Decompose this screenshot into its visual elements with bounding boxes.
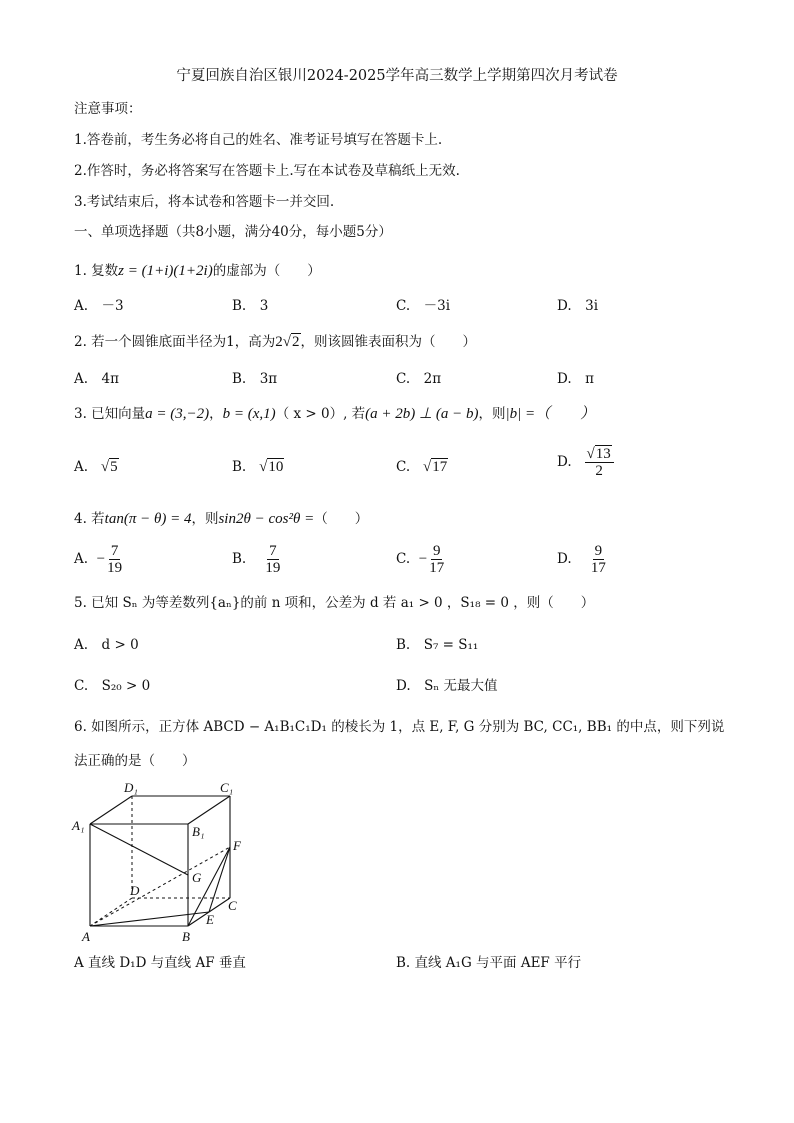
q3-option-c-label: C.	[396, 459, 411, 475]
q4-option-d-numerator: 9	[594, 543, 603, 559]
q3-option-d-fraction	[585, 446, 614, 479]
q2-radical-coef: 2	[275, 334, 283, 350]
q5-option-b: B. S₇ = S₁₁	[396, 637, 479, 653]
q3-tail: ，则	[478, 406, 506, 422]
notice-2: 2.作答时，务必将答案写在答题卡上.写在本试卷及草稿纸上无效.	[74, 163, 460, 179]
section-heading: 一、单项选择题（共8小题，满分40分，每小题5分）	[74, 224, 392, 240]
label-D: D	[130, 883, 140, 898]
q3-ask: |b| =（ ）	[505, 406, 596, 422]
q4-option-a-label: A.	[74, 551, 89, 567]
q3-cond: （ x > 0）, 若	[275, 406, 366, 422]
q3-option-a-label: A.	[74, 459, 89, 475]
q3-option-c-radicand: 17	[432, 459, 448, 475]
label-A1: A₁	[72, 818, 85, 833]
label-B: B	[182, 929, 190, 944]
q4-option-c-label: C.	[396, 551, 411, 567]
q2-radical: 2√2	[275, 334, 300, 350]
q4-option-a-sign: −	[96, 551, 106, 567]
q3-vec-b: b = (x,1)	[222, 406, 276, 422]
q4-option-b-label: B.	[232, 551, 247, 567]
label-B1: B₁	[192, 824, 205, 839]
label-D1: D₁	[124, 780, 138, 795]
q3-perp: (a + 2b) ⊥ (a − b)	[365, 406, 479, 422]
q2-suffix: ，则该圆锥表面积为（ ）	[300, 334, 476, 350]
question-3: 3. 已知向量a = (3,−2)，b = (x,1)（ x > 0）, 若(a + 2b) ⊥ (a − b)，则|b| =（ ）	[74, 406, 596, 422]
q2-option-a: A. 4π	[74, 371, 120, 387]
question-6-line1: 6. 如图所示，正方体 ABCD − A₁B₁C₁D₁ 的棱长为 1，点 E, F, G 分别为 BC, CC₁, BB₁ 的中点，则下列说	[74, 719, 725, 735]
notice-3: 3.考试结束后，将本试卷和答题卡一并交回.	[74, 194, 335, 210]
q4-option-b	[232, 543, 282, 576]
q4-option-a-denominator: 19	[107, 560, 123, 576]
q3-option-d	[557, 446, 614, 479]
q6-option-b: B. 直线 A₁G 与平面 AEF 平行	[396, 955, 582, 971]
notice-1: 1.答卷前，考生务必将自己的姓名、准考证号填写在答题卡上.	[74, 132, 443, 148]
q3-option-d-radicand: 13	[595, 446, 611, 462]
notice-heading: 注意事项：	[74, 101, 142, 117]
q3-option-b-value: √10	[259, 459, 284, 475]
q5-option-c: C. S₂₀ > 0	[74, 678, 151, 694]
label-G: G	[192, 870, 202, 885]
q1-option-c: C. －3i	[396, 298, 451, 314]
page-title: 宁夏回族自治区银川2024-2025学年高三数学上学期第四次月考试卷	[176, 68, 618, 84]
label-C1: C₁	[220, 780, 234, 795]
q3-option-d-denominator: 2	[595, 463, 603, 479]
q1-expr: z = (1+i)(1+2i)	[118, 263, 213, 279]
q1-prefix: 1. 复数	[74, 263, 119, 279]
q2-prefix: 2. 若一个圆锥底面半径为1，高为	[74, 334, 276, 350]
q4-option-c-sign: −	[418, 551, 428, 567]
label-E: E	[206, 912, 214, 927]
q2-option-b: B. 3π	[232, 371, 278, 387]
q4-prefix: 4. 若	[74, 511, 105, 527]
q3-option-a	[74, 458, 119, 476]
q4-option-a-numerator: 7	[110, 543, 119, 559]
q1-option-d: D. 3i	[557, 298, 599, 314]
q1-option-b: B. 3	[232, 298, 269, 314]
q3-option-c	[396, 458, 448, 476]
q3-text-a: 3. 已知向量	[74, 406, 146, 422]
segment-A1G	[90, 824, 188, 875]
q4-option-a	[74, 543, 124, 576]
q4-option-b-denominator: 19	[265, 560, 281, 576]
question-1	[74, 262, 321, 280]
label-C: C	[228, 898, 237, 913]
q4-option-c-numerator: 9	[432, 543, 441, 559]
q3-option-b	[232, 458, 284, 476]
q4-suffix: （ ）	[314, 511, 369, 527]
q2-radicand: 2	[292, 334, 300, 350]
q4-option-d-denominator: 17	[590, 560, 606, 576]
q4-option-a-fraction	[105, 543, 124, 576]
q1-suffix: 的虚部为（ ）	[212, 263, 321, 279]
q4-option-d-fraction	[589, 543, 608, 576]
q5-option-d: D. Sₙ 无最大值	[396, 678, 498, 694]
label-F: F	[233, 838, 241, 853]
question-2	[74, 333, 476, 351]
q4-option-b-numerator: 7	[269, 543, 277, 559]
label-A: A	[82, 929, 90, 944]
q4-expr2: sin2θ − cos²θ =	[218, 511, 315, 527]
q3-option-b-label: B.	[232, 459, 247, 475]
q3-option-d-numerator: √13	[585, 446, 614, 463]
q2-option-d: D. π	[557, 371, 595, 387]
q3-option-a-value: √5	[100, 459, 118, 475]
q3-option-a-radicand: 5	[110, 459, 118, 475]
q4-option-c-fraction	[427, 543, 446, 576]
q5-option-a: A. d > 0	[74, 637, 139, 653]
q4-mid: ，则	[191, 511, 219, 527]
q6-option-a: A 直线 D₁D 与直线 AF 垂直	[74, 955, 246, 971]
q2-option-c: C. 2π	[396, 371, 442, 387]
q3-option-b-radicand: 10	[268, 459, 284, 475]
q3-option-c-value: √17	[423, 459, 448, 475]
q4-option-d-label: D.	[557, 551, 572, 567]
q4-expr1: tan(π − θ) = 4	[104, 511, 192, 527]
q4-option-c	[396, 543, 446, 576]
q1-option-a: A. －3	[74, 298, 124, 314]
question-5: 5. 已知 Sₙ 为等差数列{aₙ}的前 n 项和，公差为 d 若 a₁ > 0 ，S₁₈ = 0 ，则（ ）	[74, 595, 595, 611]
edge-A1D1	[90, 796, 132, 824]
q4-option-d	[557, 543, 608, 576]
question-6-line2: 法正确的是（ ）	[74, 753, 196, 769]
question-4	[74, 510, 368, 528]
cube-figure	[66, 780, 256, 948]
q3-option-d-label: D.	[557, 454, 572, 470]
q4-option-c-denominator: 17	[429, 560, 445, 576]
q4-option-b-fraction	[263, 543, 282, 576]
q3-vec-a: a = (3,−2)	[145, 406, 210, 422]
edge-C1B1	[188, 796, 230, 824]
